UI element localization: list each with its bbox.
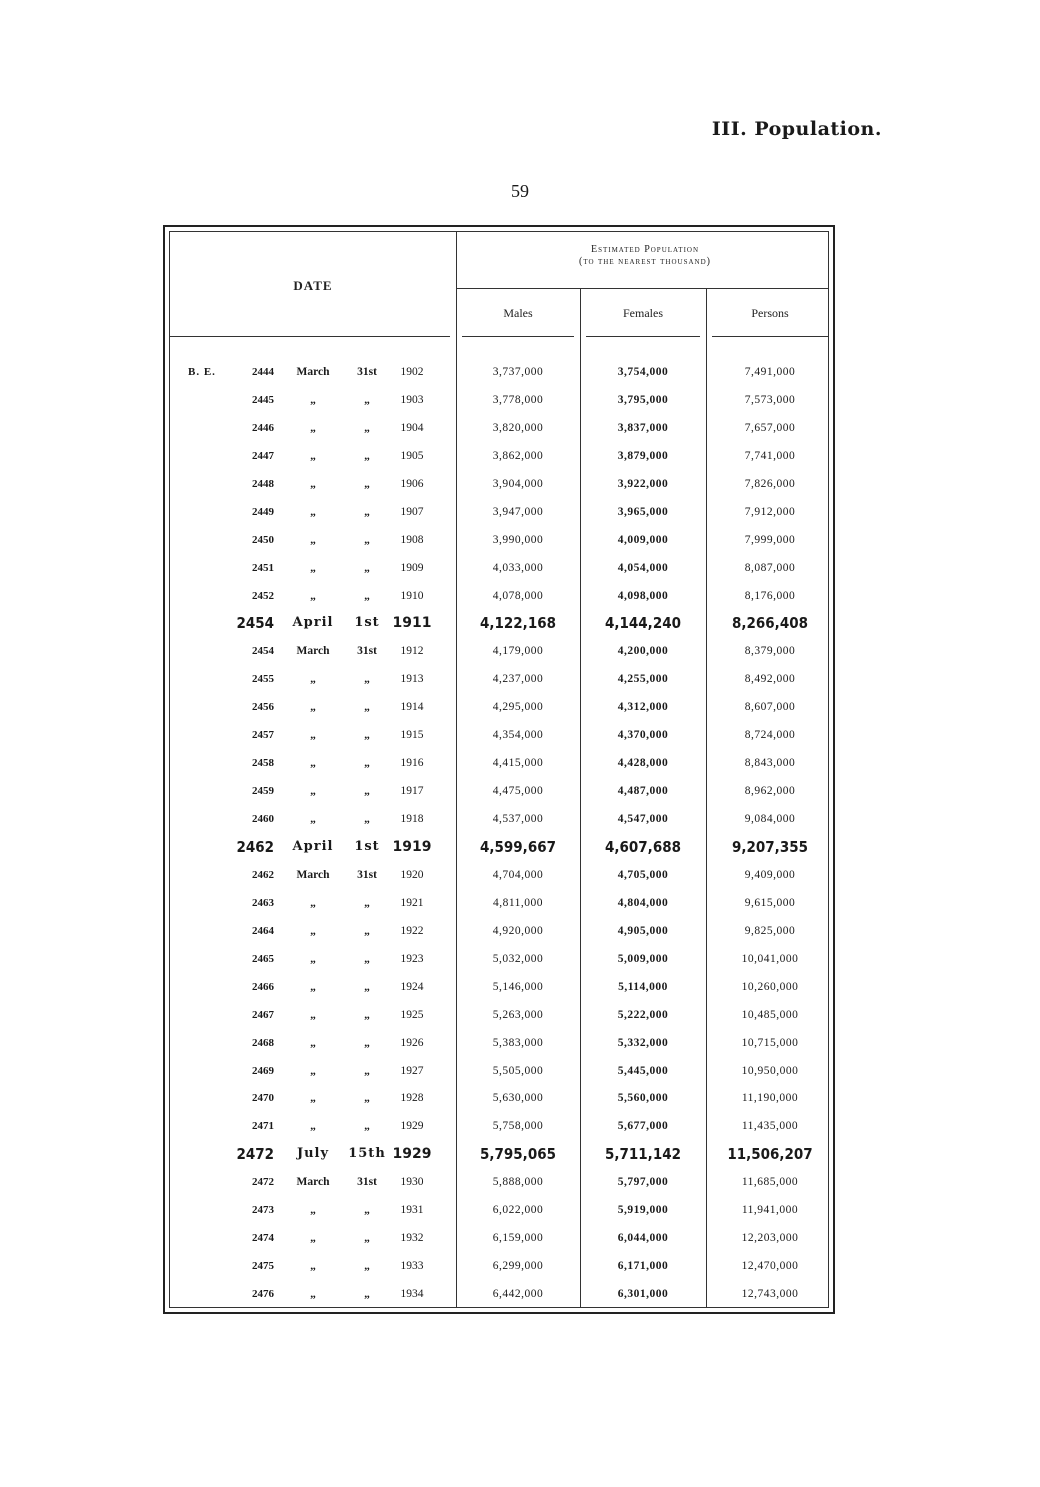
- be-year-cell: 2446: [252, 421, 274, 434]
- table-row: [170, 470, 834, 498]
- be-year-cell: 2469: [252, 1064, 274, 1077]
- males-cell: 4,475,000: [492, 785, 544, 798]
- table-row: [170, 554, 834, 582]
- year-cell: 1916: [400, 757, 424, 770]
- be-year-cell: 2463: [252, 896, 274, 909]
- year-cell: 1908: [400, 533, 424, 546]
- table-row: [170, 721, 834, 749]
- females-cell: 4,370,000: [617, 729, 669, 742]
- persons-cell: 9,615,000: [744, 896, 796, 909]
- be-year-cell: 2450: [252, 533, 274, 546]
- persons-cell: 9,084,000: [744, 813, 796, 826]
- table-row: [170, 749, 834, 777]
- table-row: [170, 609, 834, 637]
- month-cell: „: [310, 813, 316, 826]
- table-row: [170, 1168, 834, 1196]
- day-cell: „: [364, 1092, 370, 1105]
- day-cell: „: [364, 1064, 370, 1077]
- month-cell: July: [296, 1146, 330, 1162]
- females-cell: 3,837,000: [617, 421, 669, 434]
- males-cell: 4,415,000: [492, 757, 544, 770]
- day-cell: „: [364, 477, 370, 490]
- year-cell: 1931: [400, 1204, 424, 1217]
- be-year-cell: 2460: [252, 813, 274, 826]
- persons-cell: 7,826,000: [744, 477, 796, 490]
- females-cell: 6,044,000: [617, 1232, 669, 1245]
- month-cell: „: [310, 1036, 316, 1049]
- day-cell: „: [364, 673, 370, 686]
- females-cell: 6,301,000: [617, 1288, 669, 1301]
- month-cell: April: [292, 615, 334, 631]
- day-cell: „: [364, 701, 370, 714]
- table-row: [170, 1001, 834, 1029]
- males-cell: 5,888,000: [492, 1176, 544, 1189]
- males-cell: 5,383,000: [492, 1036, 544, 1049]
- year-cell: 1929: [392, 1146, 432, 1163]
- year-cell: 1930: [400, 1176, 424, 1189]
- males-cell: 6,299,000: [492, 1260, 544, 1273]
- table-row: [170, 1112, 834, 1140]
- be-year-cell: 2451: [252, 561, 274, 574]
- persons-cell: 11,506,207: [727, 1145, 813, 1164]
- persons-cell: 7,741,000: [744, 449, 796, 462]
- estimated-population-header: [456, 244, 834, 268]
- be-year-cell: 2470: [252, 1092, 274, 1105]
- females-cell: 4,428,000: [617, 757, 669, 770]
- persons-cell: 10,041,000: [741, 952, 799, 965]
- day-cell: „: [364, 1260, 370, 1273]
- day-cell: „: [364, 896, 370, 909]
- females-cell: 4,144,240: [605, 614, 681, 633]
- year-cell: 1933: [400, 1260, 424, 1273]
- month-cell: March: [296, 1176, 330, 1189]
- month-cell: „: [310, 421, 316, 434]
- persons-cell: 9,207,355: [732, 837, 808, 856]
- be-year-cell: 2454: [236, 614, 274, 633]
- day-cell: „: [364, 449, 370, 462]
- month-cell: „: [310, 561, 316, 574]
- be-year-cell: 2444: [252, 366, 274, 378]
- year-cell: 1924: [400, 980, 424, 993]
- day-cell: „: [364, 813, 370, 826]
- persons-column-header: Persons: [751, 306, 789, 320]
- day-cell: „: [364, 757, 370, 770]
- year-cell: 1909: [400, 561, 424, 574]
- females-cell: 4,547,000: [617, 813, 669, 826]
- day-cell: „: [364, 1232, 370, 1245]
- females-cell: 5,797,000: [617, 1176, 669, 1189]
- persons-cell: 12,470,000: [741, 1260, 799, 1273]
- day-cell: 15th: [348, 1146, 386, 1162]
- table-row: [170, 805, 834, 833]
- rule-header-bottom-date: [170, 336, 450, 337]
- year-cell: 1932: [400, 1232, 424, 1245]
- persons-cell: 10,950,000: [741, 1064, 799, 1077]
- table-row: [170, 526, 834, 554]
- females-cell: 4,009,000: [617, 533, 669, 546]
- males-cell: 4,599,667: [480, 837, 556, 856]
- persons-cell: 7,912,000: [744, 505, 796, 518]
- males-cell: 5,505,000: [492, 1064, 544, 1077]
- month-cell: „: [310, 673, 316, 686]
- day-cell: 1st: [354, 838, 380, 854]
- year-cell: 1913: [400, 673, 424, 686]
- males-cell: 3,947,000: [492, 505, 544, 518]
- table-row: [170, 442, 834, 470]
- table-row: [170, 414, 834, 442]
- day-cell: 31st: [357, 366, 377, 378]
- page-number: 59: [511, 181, 529, 201]
- month-cell: „: [310, 1288, 316, 1301]
- rule-estimated-under: [456, 288, 828, 289]
- males-cell: 6,442,000: [492, 1288, 544, 1301]
- persons-cell: 9,409,000: [744, 868, 796, 881]
- males-cell: 4,179,000: [492, 645, 544, 658]
- females-column-header: Females: [623, 306, 663, 320]
- year-cell: 1905: [400, 449, 424, 462]
- females-cell: 4,905,000: [617, 924, 669, 937]
- be-year-cell: 2449: [252, 505, 274, 518]
- year-cell: 1911: [392, 615, 432, 632]
- females-cell: 5,114,000: [618, 980, 668, 993]
- be-year-cell: 2465: [252, 952, 274, 965]
- persons-cell: 8,087,000: [744, 561, 796, 574]
- year-cell: 1926: [400, 1036, 424, 1049]
- males-cell: 4,122,168: [480, 614, 556, 633]
- year-cell: 1923: [400, 952, 424, 965]
- year-cell: 1919: [392, 838, 432, 855]
- table-row: [170, 1057, 834, 1085]
- be-year-cell: 2472: [252, 1176, 274, 1189]
- females-cell: 6,171,000: [617, 1260, 669, 1273]
- persons-cell: 11,435,000: [741, 1120, 799, 1133]
- table-row: [170, 889, 834, 917]
- year-cell: 1925: [400, 1008, 424, 1021]
- females-cell: 4,312,000: [617, 701, 669, 714]
- day-cell: „: [364, 952, 370, 965]
- table-row: [170, 498, 834, 526]
- day-cell: „: [364, 1008, 370, 1021]
- year-cell: 1928: [400, 1092, 424, 1105]
- males-cell: 3,737,000: [492, 366, 544, 378]
- females-cell: 5,445,000: [617, 1064, 669, 1077]
- males-cell: 5,263,000: [492, 1008, 544, 1021]
- month-cell: „: [310, 1204, 316, 1217]
- year-cell: 1915: [400, 729, 424, 742]
- persons-cell: 7,999,000: [744, 533, 796, 546]
- persons-cell: 8,724,000: [744, 729, 796, 742]
- table-row: [170, 1224, 834, 1252]
- persons-cell: 8,176,000: [744, 589, 796, 602]
- females-cell: 5,332,000: [617, 1036, 669, 1049]
- table-row: [170, 833, 834, 861]
- males-cell: 3,904,000: [492, 477, 544, 490]
- males-cell: 4,033,000: [492, 561, 544, 574]
- month-cell: „: [310, 757, 316, 770]
- month-cell: „: [310, 952, 316, 965]
- table-row: [170, 693, 834, 721]
- persons-cell: 12,743,000: [741, 1288, 799, 1301]
- table-row: [170, 1196, 834, 1224]
- month-cell: „: [310, 533, 316, 546]
- be-year-cell: 2457: [252, 729, 274, 742]
- day-cell: 31st: [357, 868, 377, 881]
- month-cell: „: [310, 1092, 316, 1105]
- month-cell: April: [292, 838, 334, 854]
- be-year-cell: 2462: [236, 837, 274, 856]
- section-heading: III. Population.: [711, 118, 882, 140]
- day-cell: 31st: [357, 645, 377, 658]
- be-year-cell: 2468: [252, 1036, 274, 1049]
- day-cell: „: [364, 589, 370, 602]
- year-cell: 1920: [400, 868, 424, 881]
- month-cell: „: [310, 1064, 316, 1077]
- table-row: [170, 917, 834, 945]
- persons-cell: 9,825,000: [744, 924, 796, 937]
- males-column-header: Males: [503, 306, 533, 320]
- males-cell: 5,795,065: [480, 1145, 556, 1164]
- be-year-cell: 2476: [252, 1288, 274, 1301]
- be-year-cell: 2452: [252, 589, 274, 602]
- month-cell: „: [310, 393, 316, 406]
- estimated-header-line2: (to the nearest thousand): [579, 256, 711, 267]
- day-cell: „: [364, 1036, 370, 1049]
- month-cell: „: [310, 1120, 316, 1133]
- month-cell: „: [310, 1008, 316, 1021]
- be-year-cell: 2462: [252, 868, 274, 881]
- year-cell: 1934: [400, 1288, 424, 1301]
- persons-cell: 8,843,000: [744, 757, 796, 770]
- year-cell: 1927: [400, 1064, 424, 1077]
- males-cell: 4,295,000: [492, 701, 544, 714]
- males-cell: 5,758,000: [492, 1120, 544, 1133]
- persons-cell: 10,485,000: [741, 1008, 799, 1021]
- females-cell: 5,222,000: [617, 1008, 669, 1021]
- day-cell: „: [364, 729, 370, 742]
- females-cell: 3,879,000: [617, 449, 669, 462]
- month-cell: March: [296, 366, 330, 378]
- table-row: [170, 582, 834, 610]
- females-cell: 4,705,000: [617, 868, 669, 881]
- month-cell: „: [310, 1260, 316, 1273]
- day-cell: „: [364, 1288, 370, 1301]
- females-cell: 5,677,000: [617, 1120, 669, 1133]
- era-label: B. E.: [188, 366, 216, 378]
- month-cell: „: [310, 449, 316, 462]
- males-cell: 3,820,000: [492, 421, 544, 434]
- persons-cell: 10,715,000: [741, 1036, 799, 1049]
- table-row: [170, 665, 834, 693]
- females-cell: 5,560,000: [617, 1092, 669, 1105]
- persons-cell: 7,657,000: [744, 421, 796, 434]
- date-column-header: DATE: [293, 278, 333, 293]
- males-cell: 3,778,000: [492, 393, 544, 406]
- females-cell: 4,255,000: [617, 673, 669, 686]
- month-cell: „: [310, 896, 316, 909]
- females-cell: 3,965,000: [617, 505, 669, 518]
- year-cell: 1902: [400, 366, 424, 378]
- day-cell: 31st: [357, 1176, 377, 1189]
- year-cell: 1904: [400, 421, 424, 434]
- persons-cell: 12,203,000: [741, 1232, 799, 1245]
- be-year-cell: 2455: [252, 673, 274, 686]
- males-cell: 5,146,000: [492, 980, 544, 993]
- persons-cell: 10,260,000: [741, 980, 799, 993]
- females-cell: 4,098,000: [617, 589, 669, 602]
- be-year-cell: 2454: [252, 645, 274, 658]
- table-row: [170, 1084, 834, 1112]
- males-cell: 4,920,000: [492, 924, 544, 937]
- estimated-header-line1: Estimated Population: [590, 244, 700, 255]
- day-cell: „: [364, 1120, 370, 1133]
- females-cell: 3,754,000: [617, 366, 669, 378]
- table-row: [170, 1252, 834, 1280]
- table-row: [170, 637, 834, 665]
- month-cell: March: [296, 645, 330, 658]
- day-cell: „: [364, 785, 370, 798]
- be-year-cell: 2464: [252, 924, 274, 937]
- table-row: [170, 1140, 834, 1168]
- table-row: [170, 358, 834, 386]
- females-cell: 3,795,000: [617, 393, 669, 406]
- day-cell: „: [364, 561, 370, 574]
- males-cell: 6,159,000: [492, 1232, 544, 1245]
- be-year-cell: 2459: [252, 785, 274, 798]
- year-cell: 1912: [400, 645, 424, 658]
- males-cell: 3,862,000: [492, 449, 544, 462]
- males-cell: 4,811,000: [492, 896, 544, 909]
- table-row: [170, 386, 834, 414]
- month-cell: „: [310, 980, 316, 993]
- females-cell: 3,922,000: [617, 477, 669, 490]
- males-cell: 4,354,000: [492, 729, 544, 742]
- day-cell: „: [364, 980, 370, 993]
- month-cell: „: [310, 785, 316, 798]
- be-year-cell: 2473: [252, 1204, 274, 1217]
- females-cell: 5,919,000: [617, 1204, 669, 1217]
- persons-cell: 11,685,000: [741, 1176, 799, 1189]
- table-row: [170, 777, 834, 805]
- be-year-cell: 2458: [252, 757, 274, 770]
- rule-header-bottom-males: [462, 336, 574, 337]
- females-cell: 4,487,000: [617, 785, 669, 798]
- persons-cell: 8,962,000: [744, 785, 796, 798]
- persons-cell: 8,607,000: [744, 701, 796, 714]
- year-cell: 1907: [400, 505, 424, 518]
- persons-cell: 11,190,000: [741, 1092, 799, 1105]
- be-year-cell: 2471: [252, 1120, 274, 1133]
- month-cell: „: [310, 729, 316, 742]
- month-cell: „: [310, 924, 316, 937]
- females-cell: 4,607,688: [605, 837, 681, 856]
- males-cell: 4,237,000: [492, 673, 544, 686]
- rule-header-bottom-females: [586, 336, 700, 337]
- be-year-cell: 2445: [252, 393, 274, 406]
- be-year-cell: 2456: [252, 701, 274, 714]
- rule-header-bottom-persons: [712, 336, 828, 337]
- persons-cell: 8,492,000: [744, 673, 796, 686]
- day-cell: „: [364, 505, 370, 518]
- be-year-cell: 2448: [252, 477, 274, 490]
- table-row: [170, 973, 834, 1001]
- females-cell: 4,804,000: [617, 896, 669, 909]
- females-cell: 5,009,000: [617, 952, 669, 965]
- persons-cell: 8,379,000: [744, 645, 796, 658]
- year-cell: 1903: [400, 393, 424, 406]
- males-cell: 4,078,000: [492, 589, 544, 602]
- year-cell: 1914: [400, 701, 424, 714]
- persons-cell: 11,941,000: [741, 1204, 799, 1217]
- males-cell: 6,022,000: [492, 1204, 544, 1217]
- be-year-cell: 2467: [252, 1008, 274, 1021]
- be-year-cell: 2474: [252, 1232, 274, 1245]
- females-cell: 5,711,142: [605, 1145, 681, 1164]
- month-cell: March: [296, 868, 330, 881]
- year-cell: 1906: [400, 477, 424, 490]
- table-inner-frame: [169, 231, 829, 1308]
- year-cell: 1910: [400, 589, 424, 602]
- month-cell: „: [310, 505, 316, 518]
- month-cell: „: [310, 477, 316, 490]
- males-cell: 5,630,000: [492, 1092, 544, 1105]
- month-cell: „: [310, 701, 316, 714]
- day-cell: 1st: [354, 615, 380, 631]
- table-row: [170, 1280, 834, 1308]
- be-year-cell: 2472: [236, 1145, 274, 1164]
- males-cell: 4,537,000: [492, 813, 544, 826]
- males-cell: 5,032,000: [492, 952, 544, 965]
- year-cell: 1922: [400, 924, 424, 937]
- males-cell: 3,990,000: [492, 533, 544, 546]
- day-cell: „: [364, 421, 370, 434]
- year-cell: 1917: [400, 785, 424, 798]
- persons-cell: 7,491,000: [744, 366, 796, 378]
- year-cell: 1929: [400, 1120, 424, 1133]
- males-cell: 4,704,000: [492, 868, 544, 881]
- population-table: [163, 225, 835, 1314]
- day-cell: „: [364, 533, 370, 546]
- females-cell: 4,054,000: [617, 561, 669, 574]
- persons-cell: 7,573,000: [744, 393, 796, 406]
- year-cell: 1918: [400, 813, 424, 826]
- day-cell: „: [364, 1204, 370, 1217]
- month-cell: „: [310, 589, 316, 602]
- be-year-cell: 2475: [252, 1260, 274, 1273]
- persons-cell: 8,266,408: [732, 614, 808, 633]
- table-row: [170, 861, 834, 889]
- month-cell: „: [310, 1232, 316, 1245]
- be-year-cell: 2466: [252, 980, 274, 993]
- females-cell: 4,200,000: [617, 645, 669, 658]
- year-cell: 1921: [400, 896, 424, 909]
- table-row: [170, 1029, 834, 1057]
- day-cell: „: [364, 924, 370, 937]
- table-row: [170, 945, 834, 973]
- be-year-cell: 2447: [252, 449, 274, 462]
- day-cell: „: [364, 393, 370, 406]
